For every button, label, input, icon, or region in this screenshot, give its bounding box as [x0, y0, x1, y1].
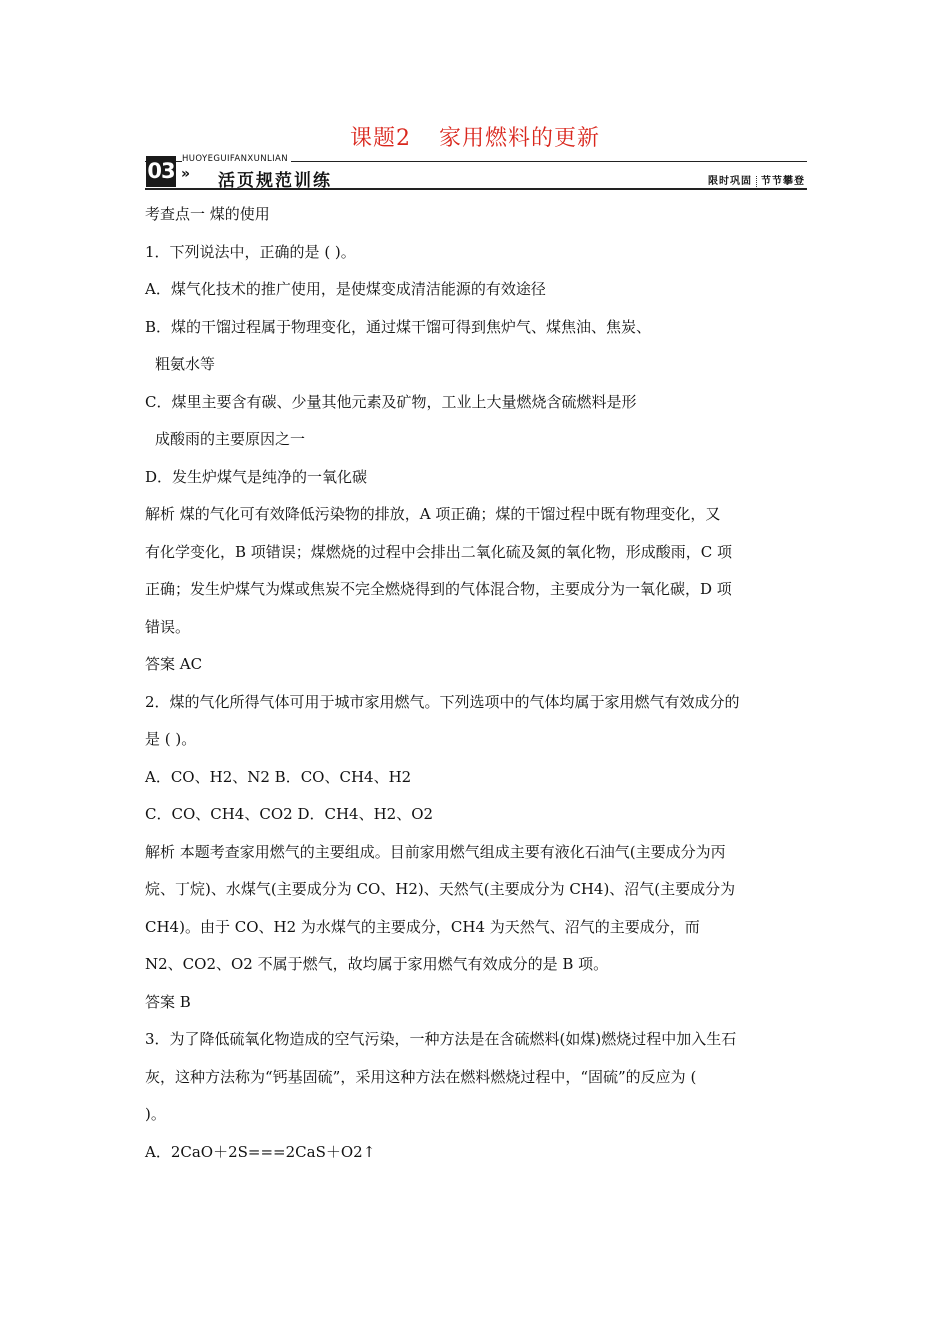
title-lesson: 课题2: [349, 126, 411, 151]
banner-right-tag: [708, 172, 805, 187]
question-3-cont: )。: [145, 1105, 166, 1123]
page-title: [0, 121, 950, 152]
title-topic: 家用燃料的更新: [438, 126, 600, 151]
tag-right: 节节攀登: [761, 176, 805, 187]
q2-options-cd: C．CO、CH4、CO2 D．CH4、H2、O2: [145, 805, 434, 823]
q1-option-b-cont: 粗氨水等: [155, 355, 216, 373]
question-2: 2．煤的气化所得气体可用于城市家用燃气。下列选项中的气体均属于家用燃气有效成分的: [145, 692, 740, 711]
topic-heading: 考查点一 煤的使用: [145, 205, 270, 223]
question-content: [145, 196, 807, 1171]
question-3-cont: 灰，这种方法称为“钙基固硫”，采用这种方法在燃料燃烧过程中，“固硫”的反应为 (: [145, 1067, 697, 1086]
question-1: 1．下列说法中，正确的是 ( )。: [145, 242, 356, 261]
q2-analysis-cont: CH4)。由于 CO、H2 为水煤气的主要成分，CH4 为天然气、沼气的主要成分，而: [145, 917, 700, 936]
section-number-badge: 03: [146, 156, 176, 187]
q2-answer: 答案 B: [145, 992, 191, 1011]
q2-options-ab: A．CO、H2、N2 B．CO、CH4、H2: [145, 767, 412, 786]
q1-analysis-cont: 有化学变化，B 项错误；煤燃烧的过程中会排出二氧化硫及氮的氧化物，形成酸雨，C 项: [145, 542, 733, 561]
q1-analysis: 解析 煤的气化可有效降低污染物的排放，A 项正确；煤的干馏过程中既有物理变化，又: [145, 505, 721, 523]
question-3: 3．为了降低硫氧化物造成的空气污染，一种方法是在含硫燃料(如煤)燃烧过程中加入生石: [145, 1030, 737, 1048]
q1-option-c: C．煤里主要含有碳、少量其他元素及矿物，工业上大量燃烧含硫燃料是形: [145, 392, 637, 411]
section-name: 活页规范训练: [218, 171, 332, 191]
section-pinyin: HUOYEGUIFANXUNLIAN: [182, 154, 291, 164]
q1-option-b: B．煤的干馏过程属于物理变化，通过煤干馏可得到焦炉气、煤焦油、焦炭、: [145, 317, 652, 336]
tag-left: 限时巩固: [708, 176, 752, 187]
q1-analysis-cont: 正确；发生炉煤气为煤或焦炭不完全燃烧得到的气体混合物，主要成分为一氧化碳，D 项: [145, 580, 732, 598]
question-2-cont: 是 ( )。: [145, 730, 197, 748]
q2-analysis-cont: N2、CO2、O2 不属于燃气，故均属于家用燃气有效成分的是 B 项。: [145, 955, 609, 973]
q1-analysis-cont: 错误。: [145, 617, 191, 636]
q2-analysis: 解析 本题考查家用燃气的主要组成。目前家用燃气组成主要有液化石油气(主要成分为丙: [145, 842, 726, 861]
q1-answer: 答案 AC: [145, 655, 203, 673]
q3-option-a: A．2CaO＋2S===2CaS＋O2↑: [145, 1142, 376, 1161]
q1-option-a: A．煤气化技术的推广使用，是使煤变成清洁能源的有效途径: [145, 280, 546, 298]
q1-option-d: D．发生炉煤气是纯净的一氧化碳: [145, 467, 368, 486]
section-banner: [145, 154, 807, 190]
double-chevron-icon: »: [181, 166, 191, 182]
q1-option-c-cont: 成酸雨的主要原因之一: [155, 430, 306, 448]
q2-analysis-cont: 烷、丁烷)、水煤气(主要成分为 CO、H2)、天然气(主要成分为 CH4)、沼气(主要成分为: [145, 880, 736, 898]
